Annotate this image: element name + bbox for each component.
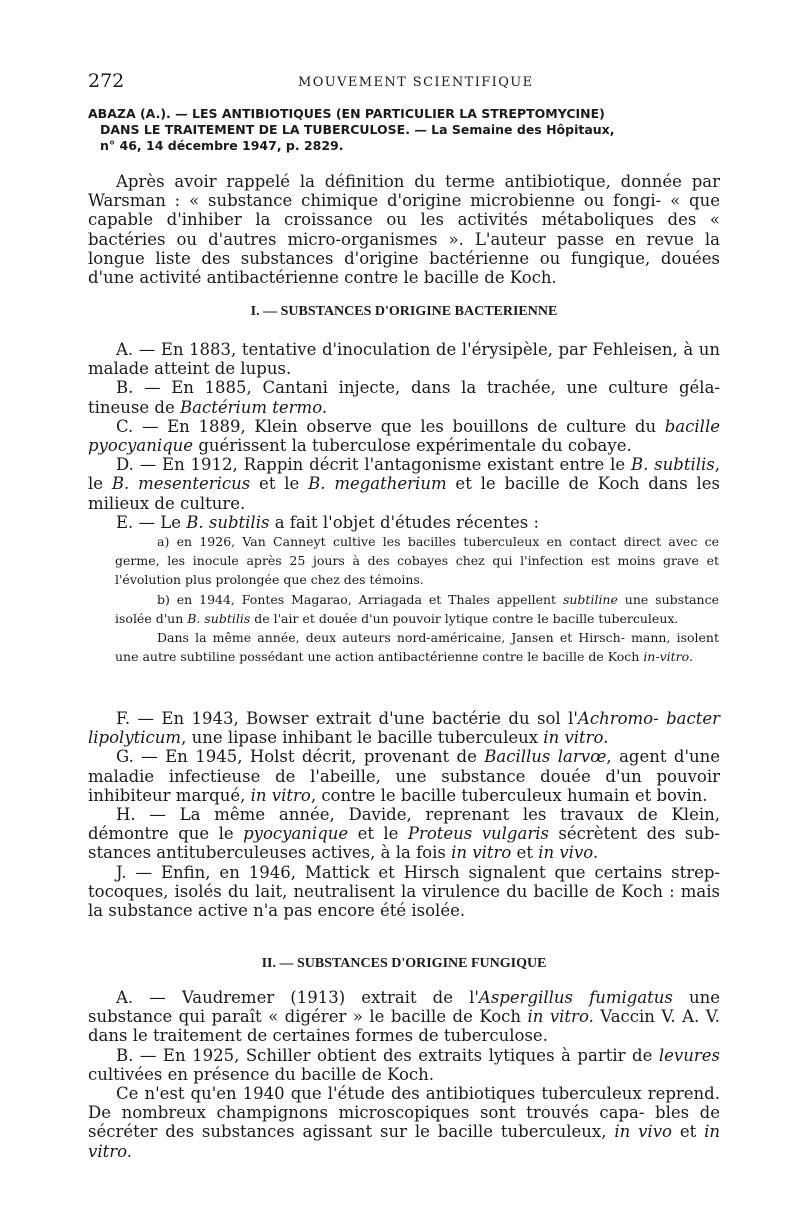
- paragraph-1h: H. — La même année, Davide, reprenant les travaux de Klein, démontre que le pyocyanique et le Proteus vulgaris sécrètent des sub- stances antituberculeuses actives, à la fois in vitro et in vivo.: [88, 805, 721, 863]
- paragraph-2a: A. — Vaudremer (1913) extrait de l'Aspergillus fumigatus une substance qui paraît « digérer » le bacille de Koch in vitro. Vaccin V. A. V. dans le traitement de certaines formes de tuberculose.: [88, 988, 721, 1046]
- section-1-heading: I. — SUBSTANCES D'ORIGINE BACTERIENNE: [250, 304, 558, 319]
- reference-line-3: n° 46, 14 décembre 1947, p. 2829.: [100, 138, 344, 153]
- paragraph-1e: E. — Le B. subtilis a fait l'objet d'études récentes :: [116, 512, 540, 532]
- paragraph-1c: C. — En 1889, Klein observe que les bouillons de culture du bacille pyocyanique guérissent la tuberculose expérimentale du cobaye.: [88, 416, 720, 456]
- paragraph-1d: D. — En 1912, Rappin décrit l'antagonisme existant entre le B. subtilis, le B. mesentericus et le B. megatherium et le bacille de Koch dans les milieux de culture.: [88, 455, 721, 513]
- section-1-body: [88, 340, 720, 532]
- section-2-body: [88, 988, 720, 1161]
- note-1e-a: a) en 1926, Van Canneyt cultive les bacilles tuberculeux en contact direct avec ce germe, les inocule après 25 jours à des cobayes chez qui l'infection est moins grave et l'évolution plus prolongée que chez des témoins.: [115, 534, 719, 588]
- paragraph-1g: G. — En 1945, Holst décrit, provenant de Bacillus larvœ, agent d'une maladie infectieuse de l'abeille, une substance douée d'un pouvoir inhibiteur marqué, in vitro, contre le bacille tuberculeux humain et bovin.: [88, 747, 720, 805]
- paragraph-1j: J. — Enfin, en 1946, Mattick et Hirsch signalent que certains strep- tocoques, isolés du lait, neutralisent la virulence du bacille de Koch : mais la substance active n'a pas encore été isolée.: [88, 862, 720, 921]
- intro-paragraph-block: [88, 172, 720, 287]
- bibliographic-reference: [88, 106, 726, 154]
- paragraph-1f: F. — En 1943, Bowser extrait d'une bactérie du sol l'Achromo- bacter lipolyticum, une lipase inhibant le bacille tuberculeux in vitro.: [88, 709, 720, 748]
- reference-line-1: ABAZA (A.). — LES ANTIBIOTIQUES (EN PARTICULIER LA STREPTOMYCINE): [88, 106, 605, 121]
- running-title: MOUVEMENT SCIENTIFIQUE: [298, 75, 534, 90]
- reference-line-2: DANS LE TRAITEMENT DE LA TUBERCULOSE. — La Semaine des Hôpitaux,: [100, 122, 615, 137]
- paragraph-2b: B. — En 1925, Schiller obtient des extraits lytiques à partir de levures cultivées en présence du bacille de Koch.: [88, 1045, 720, 1084]
- paragraph-1b: B. — En 1885, Cantani injecte, dans la trachée, une culture géla- tineuse de Bactérium termo.: [88, 378, 720, 417]
- paragraph-1a: A. — En 1883, tentative d'inoculation de l'érysipèle, par Fehleisen, à un malade atteint de lupus.: [88, 340, 720, 379]
- paragraph-2c: Ce n'est qu'en 1940 que l'étude des antibiotiques tuberculeux reprend. De nombreux champignons microscopiques sont trouvés capa- bles de sécréter des substances agissant sur le bacille tuberculeux, in vivo et in vitro.: [88, 1084, 720, 1161]
- intro-paragraph: Après avoir rappelé la définition du terme antibiotique, donnée par Warsman : « substance chimique d'origine microbienne ou fongi- « que capable d'inhiber la croissance ou les activités métaboliques des « bactéries ou d'autres micro-organismes ». L'auteur passe en revue la longue liste des substances d'origine bactérienne ou fungique, douées d'une activité antibactérienne contre le bacille de Koch.: [88, 172, 720, 288]
- section-1e-notes: [115, 532, 719, 666]
- section-1-body-continued: [88, 709, 720, 920]
- note-1e-b: b) en 1944, Fontes Magarao, Arriagada et Thales appellent subtiline une substance isolée d'un B. subtilis de l'air et douée d'un pouvoir lytique contre le bacille tuberculeux.: [115, 591, 719, 626]
- note-1e-c: Dans la même année, deux auteurs nord-américaine, Jansen et Hirsch- mann, isolent une autre subtiline possédant une action antibactérienne contre le bacille de Koch in-vitro.: [115, 630, 719, 665]
- section-2-heading: II. — SUBSTANCES D'ORIGINE FUNGIQUE: [261, 956, 547, 971]
- page-number: 272: [88, 70, 125, 92]
- running-head: [88, 70, 718, 94]
